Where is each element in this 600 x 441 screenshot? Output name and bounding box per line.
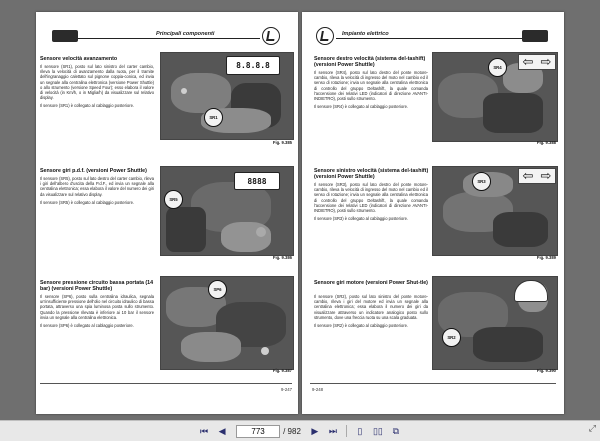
- paragraph: Il sensore (SR1), posto sul lato sinistro del carter cambio, rileva la velocità di avanzamento dalla ruota, per il tramite dell'ingranaggio calettato sul pignone coppia-conica, ed invia un segnale alla centralina elettronica (versione Power Shuttle) o allo strumento (versione Speed Four); esso elabora il valore di velocità (in Km/h, o in Miglia/h) da visualizzare sul relativo display.: [40, 64, 154, 101]
- figure-caption: Fig. 9.390: [536, 368, 556, 373]
- section-body: [314, 182, 428, 224]
- figure-photo: [160, 276, 294, 370]
- section-title: Sensore pressione circuito bassa portata (14 bar) (versioni Power Shuttle): [40, 280, 154, 293]
- paragraph: Il sensore (SR2) è collegato al cablaggio posteriore.: [314, 323, 408, 329]
- paragraph: Il sensore (SR3), posto sul lato destro del ponte motore-cambio, rileva la velocità di ingresso del moto nel cambio ed il senso di rotazione; invia un segnale alla centralina elettronica di controllo del gruppo Deltashift, la quale comanda l'accensione dei relativi LED (indicatori di direzione AVANTI-INDIETRO), posti sullo strumento.: [314, 182, 428, 214]
- last-page-button[interactable]: ⏭: [328, 425, 337, 436]
- page-number-input[interactable]: [236, 425, 280, 438]
- fit-page-icon[interactable]: ⧉: [392, 425, 400, 436]
- total-pages-label: / 982: [283, 426, 301, 436]
- next-page-button[interactable]: ▶: [311, 425, 319, 436]
- section-title: Sensore giri p.d.f. (versioni Power Shuttle): [40, 168, 147, 174]
- sensor-tag-sr1: SR1: [204, 108, 223, 127]
- header-tab: [52, 30, 78, 42]
- direction-arrows-indicator: [518, 168, 556, 184]
- figure-caption: Fig. 9.388: [536, 140, 556, 145]
- right-page: [302, 12, 564, 414]
- rpm-gauge-icon: [514, 280, 548, 302]
- direction-arrows-indicator: [518, 54, 556, 70]
- viewer-toolbar: [0, 420, 600, 441]
- footer-rule: [310, 383, 556, 384]
- fullscreen-icon[interactable]: ⤢: [588, 423, 596, 433]
- page-number: 9-248: [312, 387, 323, 392]
- figure-caption: Fig. 9.385: [272, 140, 292, 145]
- pto-display: 8888: [234, 172, 280, 190]
- two-page-view-icon[interactable]: ▯▯: [372, 425, 383, 436]
- paragraph: Il sensore (SR4), posto sul lato destro del ponte motore-cambio, rileva la velocità di ingresso del moto nel cambio ed il senso di rotazione; invia un segnale alla centralina elettronica di controllo del gruppo Deltashift, la quale comanda l'accensione dei relativi LED (indicatori di direzione AVANTI-INDIETRO), posti sullo strumento.: [314, 70, 428, 102]
- arrow-right-icon: ⇨: [540, 54, 552, 69]
- section-body: [314, 70, 428, 112]
- paragraph: Il sensore (SR2), posto sul lato sinistro del ponte motore-cambio, rileva i giri del motore ed invia un segnale alla centralina elettronica; essa elabora il numero dei giri da visualizzare attraverso un indicatore analogico posto sullo strumento, dove una freccia ruota su una scala graduata.: [314, 294, 428, 320]
- page-header-title: Impianto elettrico: [342, 31, 389, 37]
- left-page: [36, 12, 298, 414]
- section-title: Sensore giri motore (versioni Power Shut-tle): [314, 280, 428, 286]
- section-body: [40, 64, 154, 112]
- sensor-tag-sr5: SR5: [164, 190, 183, 209]
- paragraph: Il sensore (SR4) è collegato al cablaggio posteriore.: [314, 104, 408, 110]
- page-header-title: Principali componenti: [156, 31, 215, 37]
- section-body: [314, 294, 428, 331]
- paragraph: Il sensore (SP6) è collegato al cablaggio posteriore.: [40, 323, 134, 329]
- toolbar-separator: [346, 425, 347, 437]
- figure-caption: Fig. 9.386: [272, 255, 292, 260]
- page-navigator: [236, 425, 301, 438]
- previous-page-button[interactable]: ◀: [218, 425, 226, 436]
- paragraph: Il sensore (SP6), posto sulla centralina idraulica, segnala un'insufficiente pressione dell'olio nel circuito idraulico di bassa portata, attraverso una spia luminosa posta sullo strumento. Quando la pressione rilevata è inferiore ai 10 bar il sensore invia un segnale alla centralina elettronica.: [40, 294, 154, 320]
- arrow-left-icon: ⇦: [522, 168, 534, 183]
- brand-logo-icon: [262, 27, 280, 45]
- section-title: Sensore destro velocità (sistema del-tashift) (versioni Power Shuttle): [314, 56, 426, 69]
- arrow-right-icon: ⇨: [540, 168, 552, 183]
- arrow-left-icon: ⇦: [522, 54, 534, 69]
- brand-logo-icon: [316, 27, 334, 45]
- single-page-view-icon[interactable]: ▯: [357, 425, 363, 436]
- figure-caption: Fig. 9.389: [536, 255, 556, 260]
- section-body: [40, 294, 154, 331]
- sensor-tag-sr2: SR2: [442, 328, 461, 347]
- figure-caption: Fig. 9.387: [272, 368, 292, 373]
- section-title: Sensore sinistro velocità (sistema del-tashift) (versioni Power Shuttle): [314, 168, 429, 181]
- first-page-button[interactable]: ⏮: [200, 425, 209, 436]
- paragraph: Il sensore (SR1) è collegato al cablaggio posteriore.: [40, 103, 134, 109]
- header-rule: [52, 38, 260, 39]
- paragraph: Il sensore (SR5) è collegato al cablaggio posteriore.: [40, 199, 134, 205]
- paragraph: Il sensore (SR5), posto sul lato destro del carter cambio, rileva i giri dell'albero d'uscita della P.d.F., ed invia un segnale alla centralina elettronica; essa elabora il valore del numero dei giri da visualizzare sul relativo display.: [40, 176, 154, 197]
- sensor-tag-sr4: SR4: [488, 58, 507, 77]
- footer-rule: [40, 383, 292, 384]
- speed-display: 8.8.8.8: [226, 56, 280, 75]
- section-title: Sensore velocità avanzamento: [40, 56, 118, 62]
- sensor-tag-sp6: SP6: [208, 280, 227, 299]
- section-body: [40, 176, 154, 208]
- page-number: 9-247: [281, 387, 292, 392]
- paragraph: Il sensore (SR3) è collegato al cablaggio posteriore.: [314, 216, 408, 222]
- header-tab: [522, 30, 548, 42]
- sensor-tag-sr3: SR3: [472, 172, 491, 191]
- header-rule: [336, 38, 548, 39]
